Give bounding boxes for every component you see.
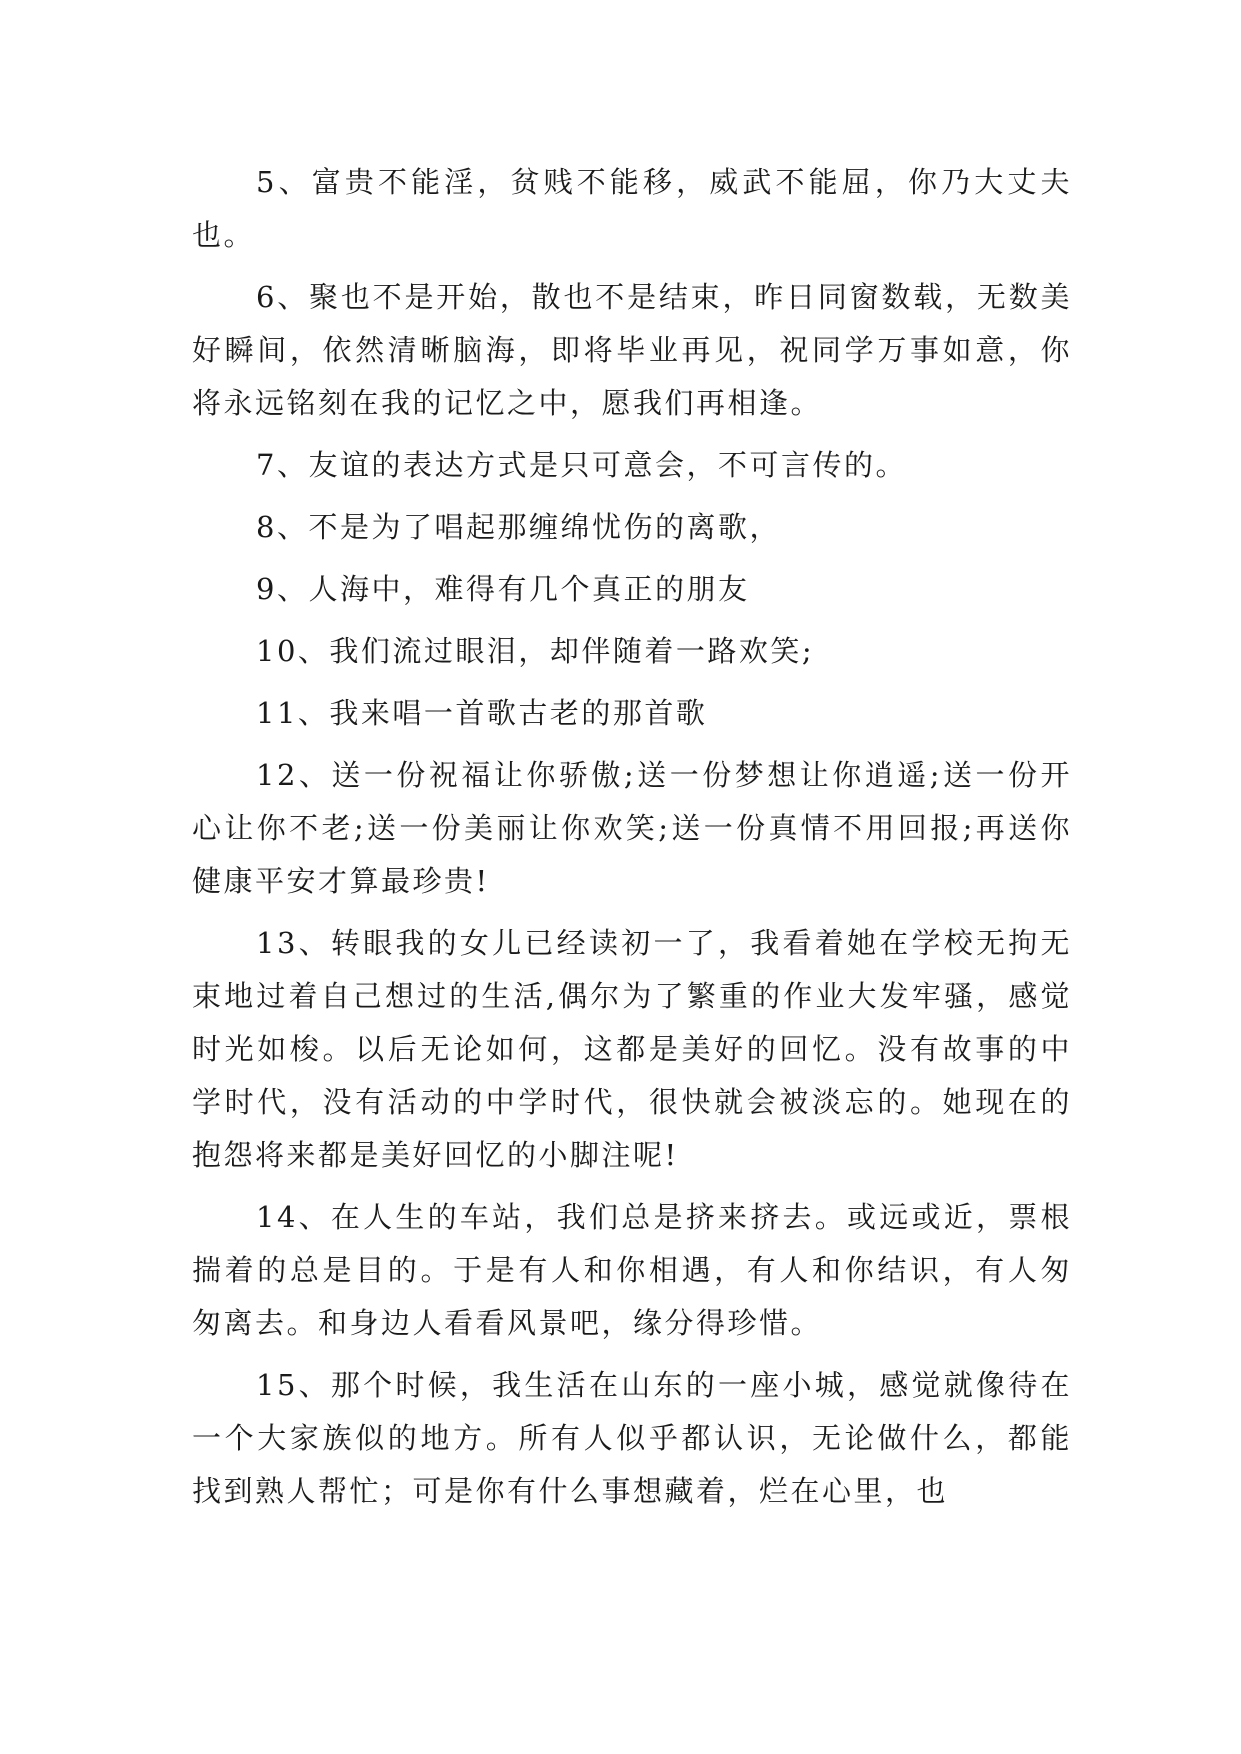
- paragraph-10: 10、我们流过眼泪，却伴随着一路欢笑;: [256, 634, 815, 668]
- paragraph-9: 9、人海中，难得有几个真正的朋友: [256, 572, 750, 606]
- document-body: [192, 156, 1072, 1527]
- paragraph-12: 12、送一份祝福让你骄傲;送一份梦想让你逍遥;送一份开心让你不老;送一份美丽让你欢笑;送一份真情不用回报;再送你健康平安才算最珍贵!: [192, 758, 1072, 898]
- paragraph-8: 8、不是为了唱起那缠绵忧伤的离歌，: [256, 510, 781, 544]
- paragraph-13: 13、转眼我的女儿已经读初一了，我看着她在学校无拘无束地过着自己想过的生活,偶尔为了繁重的作业大发牢骚，感觉时光如梭。以后无论如何，这都是美好的回忆。没有故事的中学时代，没有活动的中学时代，很快就会被淡忘的。她现在的抱怨将来都是美好回忆的小脚注呢!: [192, 926, 1072, 1172]
- paragraph-11: 11、我来唱一首歌古老的那首歌: [256, 696, 708, 730]
- paragraph-6: 6、聚也不是开始，散也不是结束，昨日同窗数载，无数美好瞬间，依然清晰脑海，即将毕业再见，祝同学万事如意，你将永远铭刻在我的记忆之中，愿我们再相逢。: [192, 280, 1072, 420]
- paragraph-15: 15、那个时候，我生活在山东的一座小城，感觉就像待在一个大家族似的地方。所有人似乎都认识，无论做什么，都能找到熟人帮忙；可是你有什么事想藏着，烂在心里，也: [192, 1368, 1072, 1508]
- paragraph-5: 5、富贵不能淫，贫贱不能移，威武不能屈，你乃大丈夫也。: [192, 165, 1072, 252]
- paragraph-7: 7、友谊的表达方式是只可意会，不可言传的。: [256, 448, 907, 482]
- paragraph-14: 14、在人生的车站，我们总是挤来挤去。或远或近，票根揣着的总是目的。于是有人和你相遇，有人和你结识，有人匆匆离去。和身边人看看风景吧，缘分得珍惜。: [192, 1200, 1072, 1340]
